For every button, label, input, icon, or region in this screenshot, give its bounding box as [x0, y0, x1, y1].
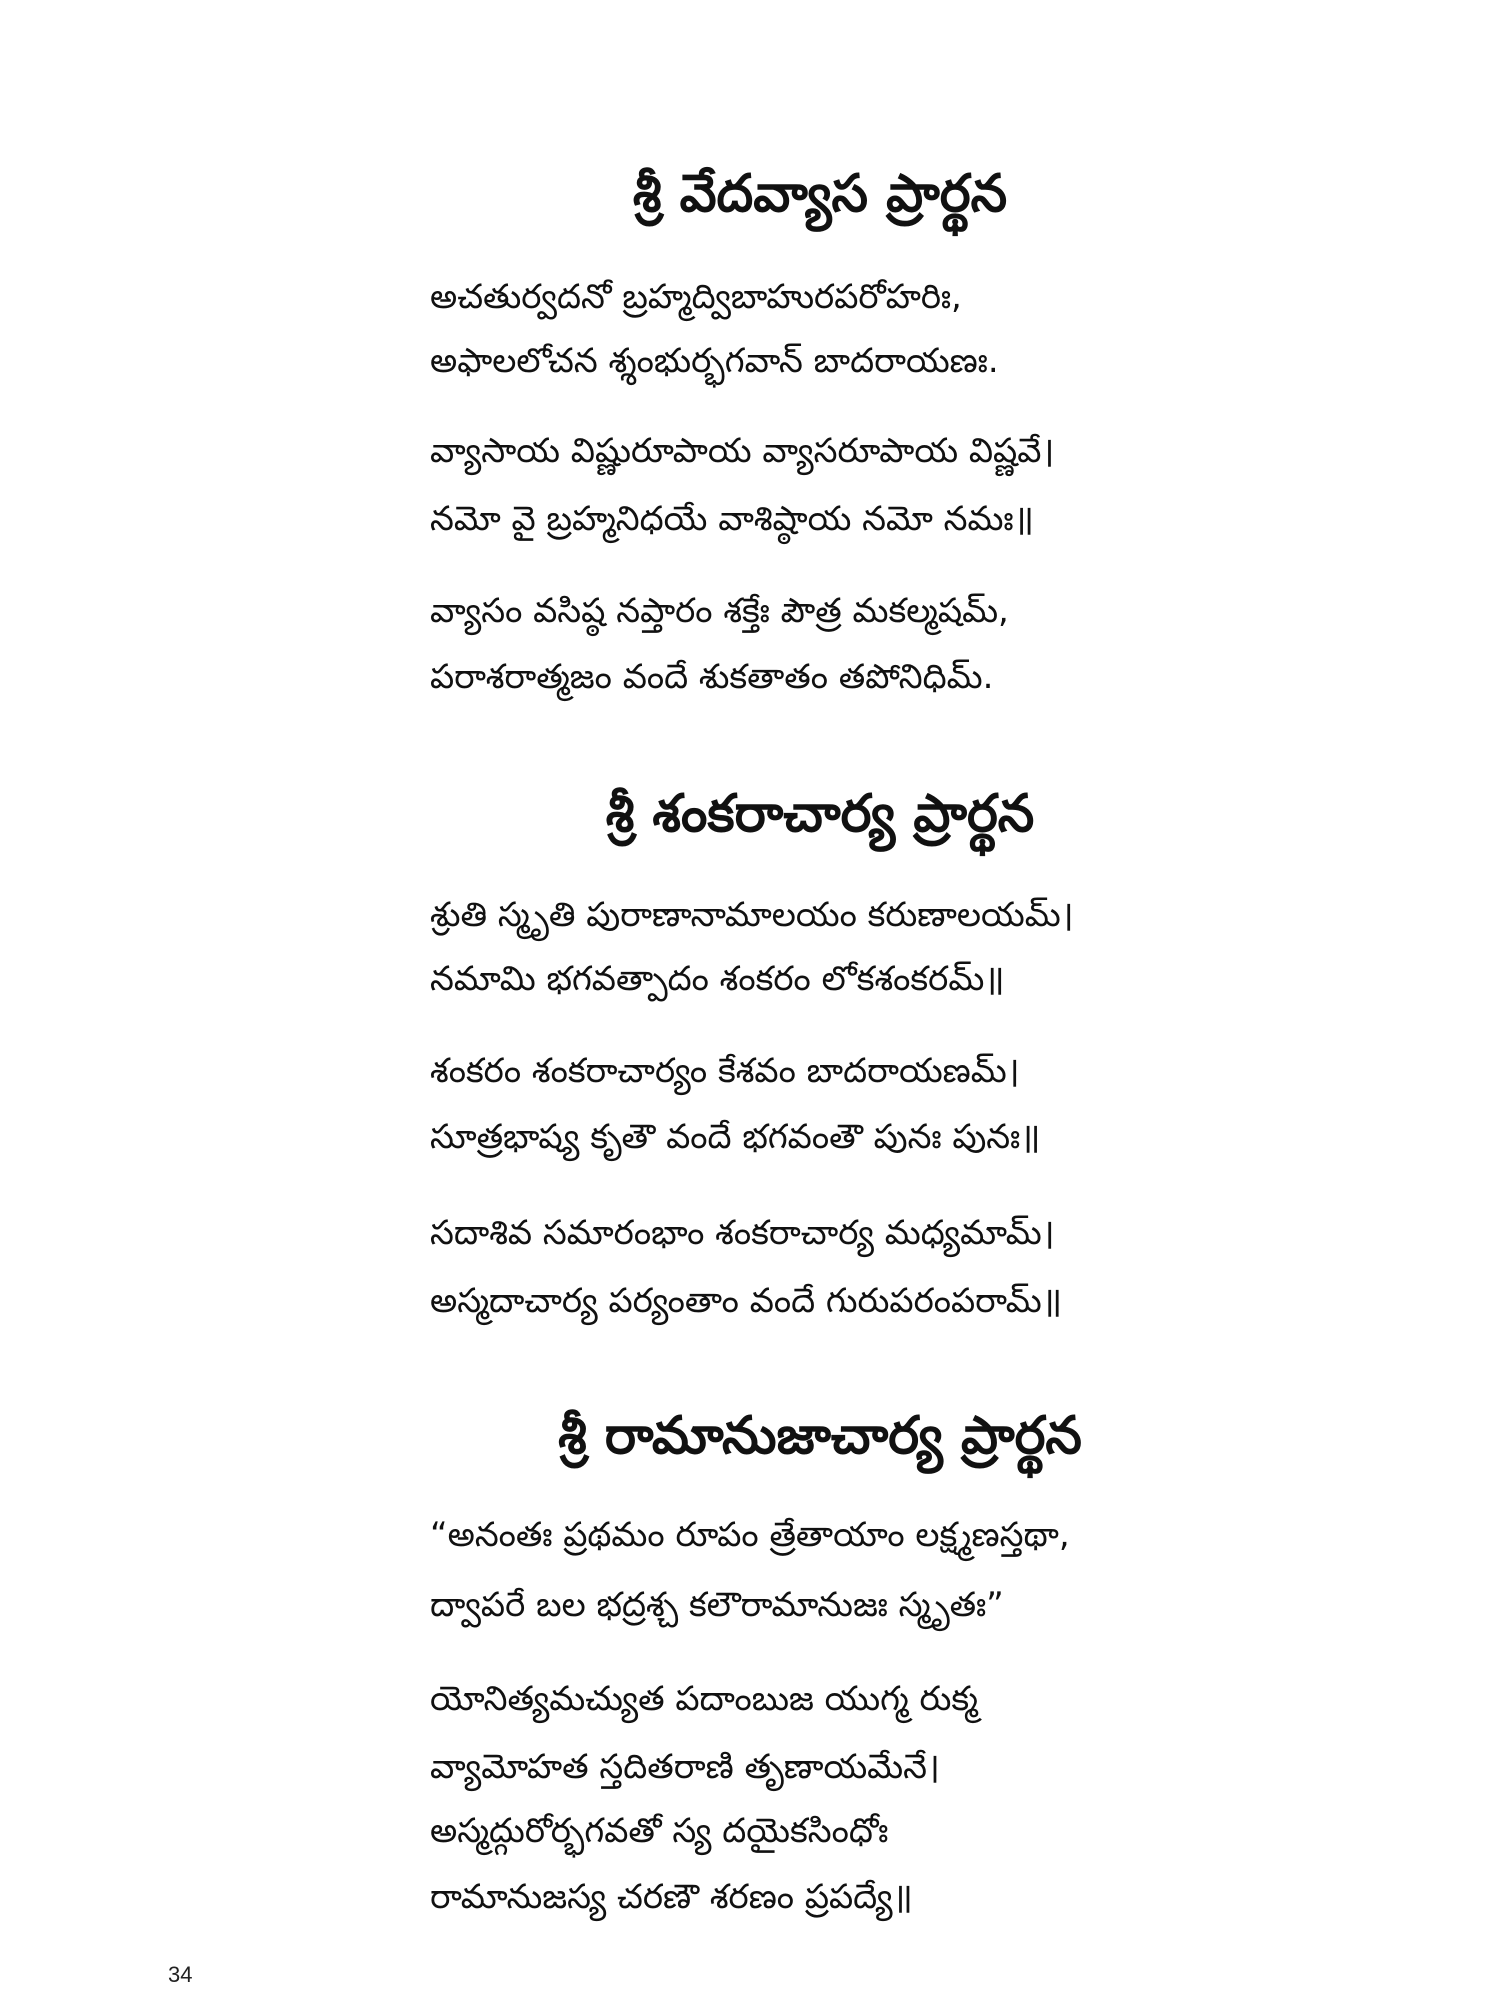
section-title-ramanujacharya: శ్రీ రామానుజాచార్య ప్రార్థన	[558, 1406, 1082, 1466]
verse-line: శ్రుతి స్మృతి పురాణానామాలయం కరుణాలయమ్।	[430, 895, 1074, 935]
verse-line: సదాశివ సమారంభాం శంకరాచార్య మధ్యమామ్।	[430, 1213, 1055, 1253]
verse-line: “అనంతః ప్రథమం రూపం త్రేతాయాం లక్ష్మణస్తథా,	[430, 1515, 1070, 1555]
verse-line: నమో వై బ్రహ్మనిధయే వాశిష్ఠాయ నమో నమః॥	[430, 499, 1034, 539]
verse-line: నమామి భగవత్పాదం శంకరం లోకశంకరమ్॥	[430, 959, 1005, 999]
verse-line: వ్యామోహత స్తదితరాణి తృణాయమేనే।	[430, 1747, 940, 1787]
verse-line: యోనిత్యమచ్యుత పదాంబుజ యుగ్మ రుక్మ	[430, 1679, 978, 1719]
verse-line: అస్మదాచార్య పర్యంతాం వందే గురుపరంపరామ్॥	[430, 1281, 1063, 1321]
verse-line: అస్మద్గురోర్భగవతో స్య దయైకసింధోః	[430, 1811, 889, 1851]
page-number: 34	[168, 1962, 193, 1987]
verse-line: సూత్రభాష్య కృతౌ వందే భగవంతౌ పునః పునః॥	[430, 1117, 1041, 1157]
verse-line: వ్యాసాయ విష్ణురూపాయ వ్యాసరూపాయ విష్ణవే।	[430, 431, 1055, 471]
verse-line: అచతుర్వదనో బ్రహ్మద్విబాహురపరోహరిః,	[430, 277, 962, 317]
section-title-vedavyasa: శ్రీ వేదవ్యాస ప్రార్థన	[632, 164, 1008, 224]
section-title-shankaracharya: శ్రీ శంకరాచార్య ప్రార్థన	[605, 784, 1035, 844]
verse-line: ద్వాపరే బల భద్రశ్చ కలౌరామానుజః స్మృతః”	[430, 1585, 1004, 1625]
verse-line: పరాశరాత్మజం వందే శుకతాతం తపోనిధిమ్.	[430, 657, 994, 697]
verse-line: శంకరం శంకరాచార్యం కేశవం బాదరాయణమ్।	[430, 1051, 1020, 1091]
verse-line: వ్యాసం వసిష్ఠ నప్తారం శక్తేః పౌత్ర మకల్మషమ్,	[430, 591, 1009, 631]
verse-line: అఫాలలోచన శ్శంభుర్భగవాన్ బాదరాయణః.	[430, 341, 999, 381]
verse-line: రామానుజస్య చరణౌ శరణం ప్రపద్యే॥	[430, 1877, 913, 1917]
